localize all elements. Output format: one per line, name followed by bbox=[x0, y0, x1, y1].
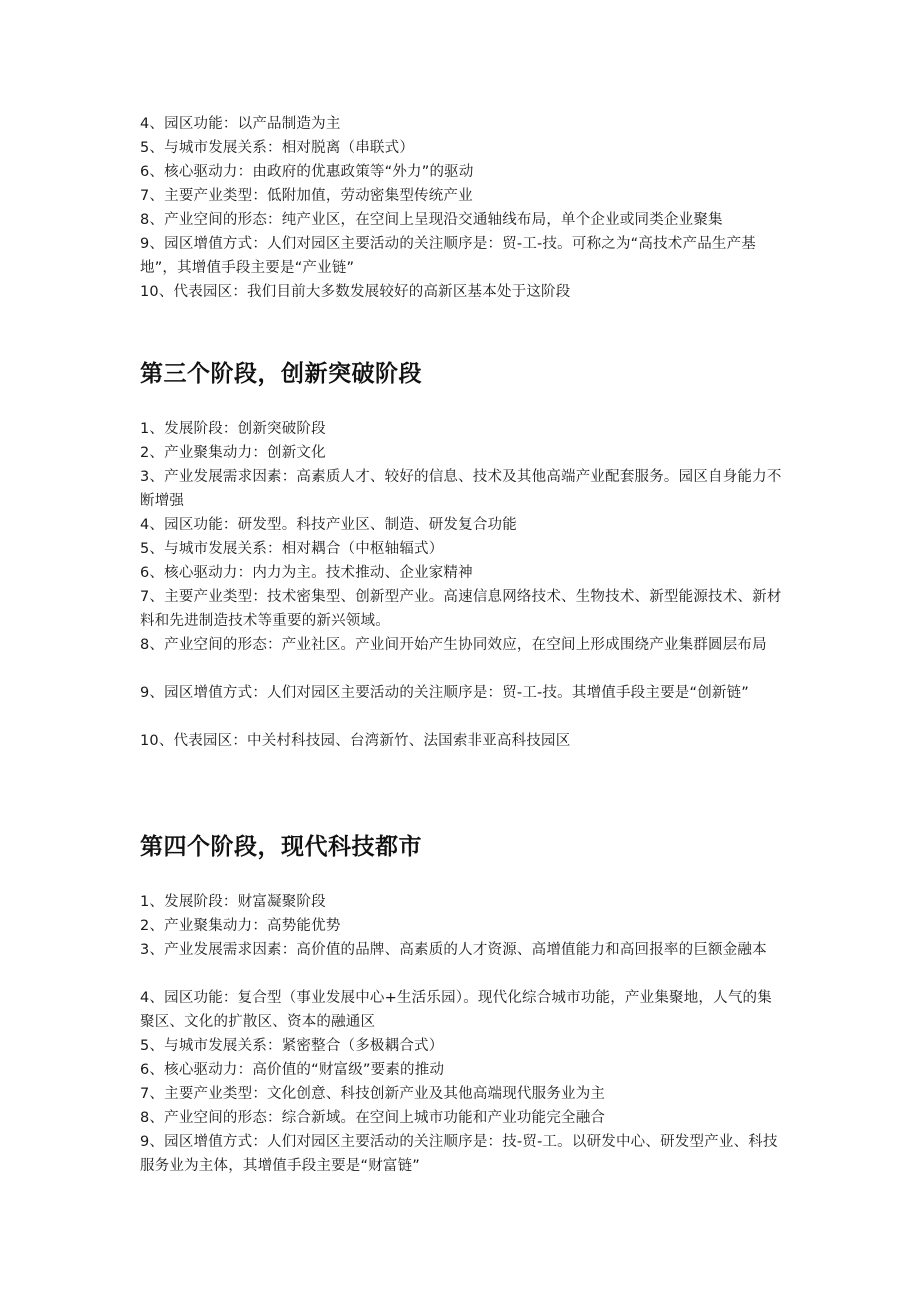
list-item: 8、产业空间的形态：纯产业区，在空间上呈现沿交通轴线布局，单个企业或同类企业聚集 bbox=[140, 212, 723, 228]
section-heading: 第三个阶段，创新突破阶段 bbox=[140, 361, 422, 387]
list-item: 2、产业聚集动力：创新文化 bbox=[140, 445, 326, 461]
list-item: 7、主要产业类型：技术密集型、创新型产业。高速信息网络技术、生物技术、新型能源技术、新材料和先进制造技术等重要的新兴领域。 bbox=[140, 589, 782, 629]
list-item: 7、主要产业类型：文化创意、科技创新产业及其他高端现代服务业为主 bbox=[140, 1086, 606, 1102]
list-item: 3、产业发展需求因素：高素质人才、较好的信息、技术及其他高端产业配套服务。园区自身能力不断增强 bbox=[140, 469, 782, 509]
list-item: 4、园区功能：研发型。科技产业区、制造、研发复合功能 bbox=[140, 517, 517, 533]
list-item: 9、园区增值方式：人们对园区主要活动的关注顺序是：技-贸-工。以研发中心、研发型产业、科技服务业为主体，其增值手段主要是“财富链” bbox=[140, 1134, 778, 1174]
list-item: 3、产业发展需求因素：高价值的品牌、高素质的人才资源、高增值能力和高回报率的巨额金融本 bbox=[140, 942, 767, 958]
list-item: 5、与城市发展关系：相对脱离（串联式） bbox=[140, 140, 415, 156]
list-item: 8、产业空间的形态：综合新域。在空间上城市功能和产业功能完全融合 bbox=[140, 1110, 606, 1126]
list-item: 5、与城市发展关系：相对耦合（中枢轴辐式） bbox=[140, 541, 444, 557]
list-item: 10、代表园区：我们目前大多数发展较好的高新区基本处于这阶段 bbox=[140, 284, 571, 300]
list-item: 2、产业聚集动力：高势能优势 bbox=[140, 918, 341, 934]
list-item: 6、核心驱动力：内力为主。技术推动、企业家精神 bbox=[140, 565, 473, 581]
section-heading: 第四个阶段，现代科技都市 bbox=[140, 834, 422, 860]
list-item: 5、与城市发展关系：紧密整合（多极耦合式） bbox=[140, 1038, 444, 1054]
list-item: 4、园区功能：复合型（事业发展中心+生活乐园）。现代化综合城市功能，产业集聚地，人气的集聚区、文化的扩散区、资本的融通区 bbox=[140, 990, 772, 1030]
list-item: 7、主要产业类型：低附加值，劳动密集型传统产业 bbox=[140, 188, 473, 204]
list-item: 6、核心驱动力：由政府的优惠政策等“外力”的驱动 bbox=[140, 164, 474, 180]
list-item: 8、产业空间的形态：产业社区。产业间开始产生协同效应，在空间上形成围绕产业集群圆层布局 bbox=[140, 637, 767, 653]
list-item: 1、发展阶段：创新突破阶段 bbox=[140, 421, 326, 437]
list-item: 4、园区功能：以产品制造为主 bbox=[140, 116, 341, 132]
list-item: 1、发展阶段：财富凝聚阶段 bbox=[140, 894, 326, 910]
list-item: 9、园区增值方式：人们对园区主要活动的关注顺序是：贸-工-技。可称之为“高技术产品生产基地”，其增值手段主要是“产业链” bbox=[140, 236, 756, 276]
list-item: 10、代表园区：中关村科技园、台湾新竹、法国索非亚高科技园区 bbox=[140, 733, 571, 749]
list-item: 6、核心驱动力：高价值的“财富级”要素的推动 bbox=[140, 1062, 445, 1078]
list-item: 9、园区增值方式：人们对园区主要活动的关注顺序是：贸-工-技。其增值手段主要是“创新链” bbox=[140, 685, 750, 701]
